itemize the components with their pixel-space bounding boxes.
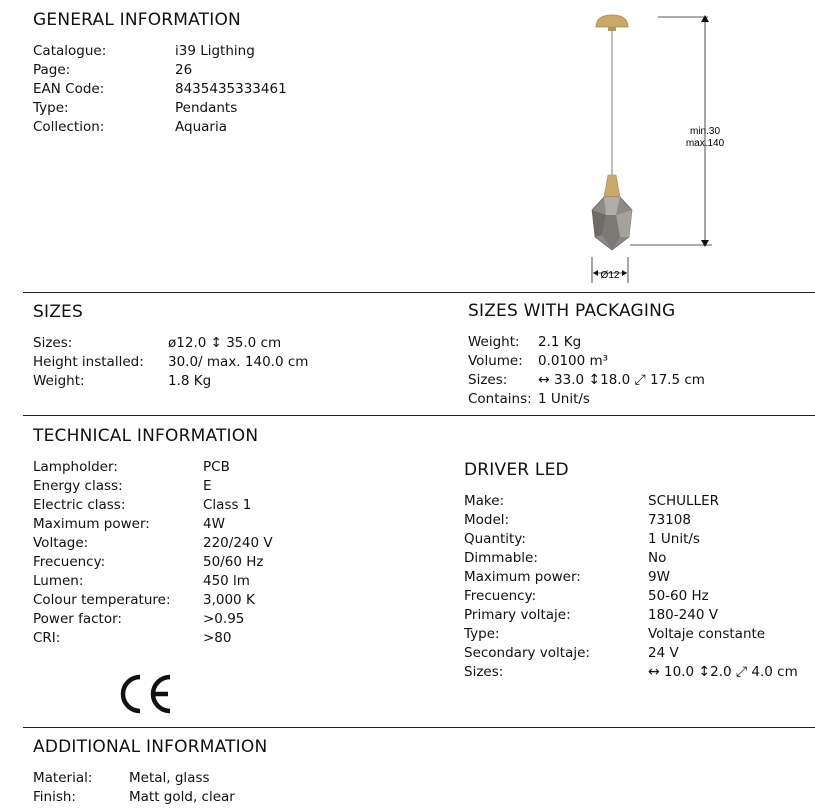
frecuency-value: 50/60 Hz xyxy=(203,554,264,570)
sizes-value: ø12.0 ↕ 35.0 cm xyxy=(168,335,282,351)
ean-label: EAN Code: xyxy=(33,81,105,97)
finish-label: Finish: xyxy=(33,789,76,805)
pack-sizes-value xyxy=(538,371,705,390)
height-installed-value: 30.0/ max. 140.0 cm xyxy=(168,354,309,370)
driver-frecuency-label: Frecuency: xyxy=(464,588,537,604)
lumen-label: Lumen: xyxy=(33,573,84,589)
voltage-value: 220/240 V xyxy=(203,535,273,551)
driver-max-power-value: 9W xyxy=(648,569,670,585)
divider-2 xyxy=(23,415,815,416)
divider-3 xyxy=(23,727,815,728)
lampholder-value: PCB xyxy=(203,459,230,475)
height-min-text: min.30 xyxy=(689,126,721,137)
secondary-voltaje-value: 24 V xyxy=(648,645,679,661)
catalogue-value: i39 Ligthing xyxy=(175,43,255,59)
power-factor-label: Power factor: xyxy=(33,611,122,627)
driver-frecuency-value: 50-60 Hz xyxy=(648,588,709,604)
colour-temp-value: 3,000 K xyxy=(203,592,255,608)
make-value: SCHULLER xyxy=(648,493,719,509)
ean-value: 8435435333461 xyxy=(175,81,287,97)
pack-weight-value: 2.1 Kg xyxy=(538,334,582,350)
lampholder-label: Lampholder: xyxy=(33,459,118,475)
make-label: Make: xyxy=(464,493,505,509)
pack-contains-label: Contains: xyxy=(468,391,532,407)
divider-1 xyxy=(23,292,815,293)
max-power-label: Maximum power: xyxy=(33,516,150,532)
quantity-label: Quantity: xyxy=(464,531,526,547)
frecuency-label: Frecuency: xyxy=(33,554,106,570)
pack-height: 18.0 xyxy=(600,372,631,388)
max-power-value: 4W xyxy=(203,516,225,532)
sizes-title: SIZES xyxy=(33,302,83,322)
holder-shape xyxy=(604,175,620,197)
energy-class-value: E xyxy=(203,478,212,494)
pack-volume-label: Volume: xyxy=(468,353,523,369)
weight-label: Weight: xyxy=(33,373,85,389)
material-value: Metal, glass xyxy=(129,770,210,786)
secondary-voltaje-label: Secondary voltaje: xyxy=(464,645,590,661)
catalogue-label: Catalogue: xyxy=(33,43,107,59)
driver-type-label: Type: xyxy=(464,626,500,642)
dimmable-label: Dimmable: xyxy=(464,550,538,566)
packaging-title: SIZES WITH PACKAGING xyxy=(468,301,676,321)
driver-sizes-value xyxy=(648,663,798,682)
weight-value: 1.8 Kg xyxy=(168,373,212,389)
height-arrow-icon: ↕ xyxy=(588,372,601,388)
cri-label: CRI: xyxy=(33,630,61,646)
pack-sizes-label: Sizes: xyxy=(468,372,508,388)
additional-title: ADDITIONAL INFORMATION xyxy=(33,737,268,757)
depth-arrow-icon: ⤢ xyxy=(735,664,748,680)
pack-depth: 17.5 cm xyxy=(649,372,705,388)
pack-volume-value: 0.0100 m³ xyxy=(538,353,609,369)
power-factor-value: >0.95 xyxy=(203,611,245,627)
diameter-text: Ø12 xyxy=(600,270,620,281)
general-title: GENERAL INFORMATION xyxy=(33,10,241,30)
model-value: 73108 xyxy=(648,512,691,528)
primary-voltaje-label: Primary voltaje: xyxy=(464,607,571,623)
page-label: Page: xyxy=(33,62,71,78)
material-label: Material: xyxy=(33,770,93,786)
lumen-value: 450 lm xyxy=(203,573,250,589)
cri-value: >80 xyxy=(203,630,232,646)
finish-value: Matt gold, clear xyxy=(129,789,235,805)
driver-max-power-label: Maximum power: xyxy=(464,569,581,585)
model-label: Model: xyxy=(464,512,510,528)
colour-temp-label: Colour temperature: xyxy=(33,592,171,608)
driver-height: 2.0 xyxy=(710,664,732,680)
electric-class-value: Class 1 xyxy=(203,497,252,513)
technical-title: TECHNICAL INFORMATION xyxy=(33,426,259,446)
ce-mark-icon xyxy=(116,672,174,716)
pack-weight-label: Weight: xyxy=(468,334,520,350)
primary-voltaje-value: 180-240 V xyxy=(648,607,718,623)
pack-width: 33.0 xyxy=(554,372,585,388)
quantity-value: 1 Unit/s xyxy=(648,531,700,547)
collection-value: Aquaria xyxy=(175,119,227,135)
voltage-label: Voltage: xyxy=(33,535,89,551)
energy-class-label: Energy class: xyxy=(33,478,123,494)
dimmable-value: No xyxy=(648,550,667,566)
driver-sizes-label: Sizes: xyxy=(464,664,504,680)
driver-depth: 4.0 cm xyxy=(751,664,798,680)
depth-arrow-icon: ⤢ xyxy=(634,372,646,388)
height-installed-label: Height installed: xyxy=(33,354,144,370)
width-arrow-icon: ↔ xyxy=(538,372,550,388)
electric-class-label: Electric class: xyxy=(33,497,126,513)
type-value: Pendants xyxy=(175,100,238,116)
sizes-label: Sizes: xyxy=(33,335,73,351)
driver-width: 10.0 xyxy=(664,664,695,680)
height-max-text: max.140 xyxy=(685,138,725,149)
pendant-drawing xyxy=(570,5,750,290)
type-label: Type: xyxy=(33,100,69,116)
canopy-shape xyxy=(596,15,628,27)
pack-contains-value: 1 Unit/s xyxy=(538,391,590,407)
page-value: 26 xyxy=(175,62,193,78)
width-arrow-icon: ↔ xyxy=(648,664,660,680)
height-arrow-icon: ↕ xyxy=(698,664,711,680)
driver-type-value: Voltaje constante xyxy=(648,626,766,642)
collection-label: Collection: xyxy=(33,119,105,135)
driver-title: DRIVER LED xyxy=(464,460,569,480)
